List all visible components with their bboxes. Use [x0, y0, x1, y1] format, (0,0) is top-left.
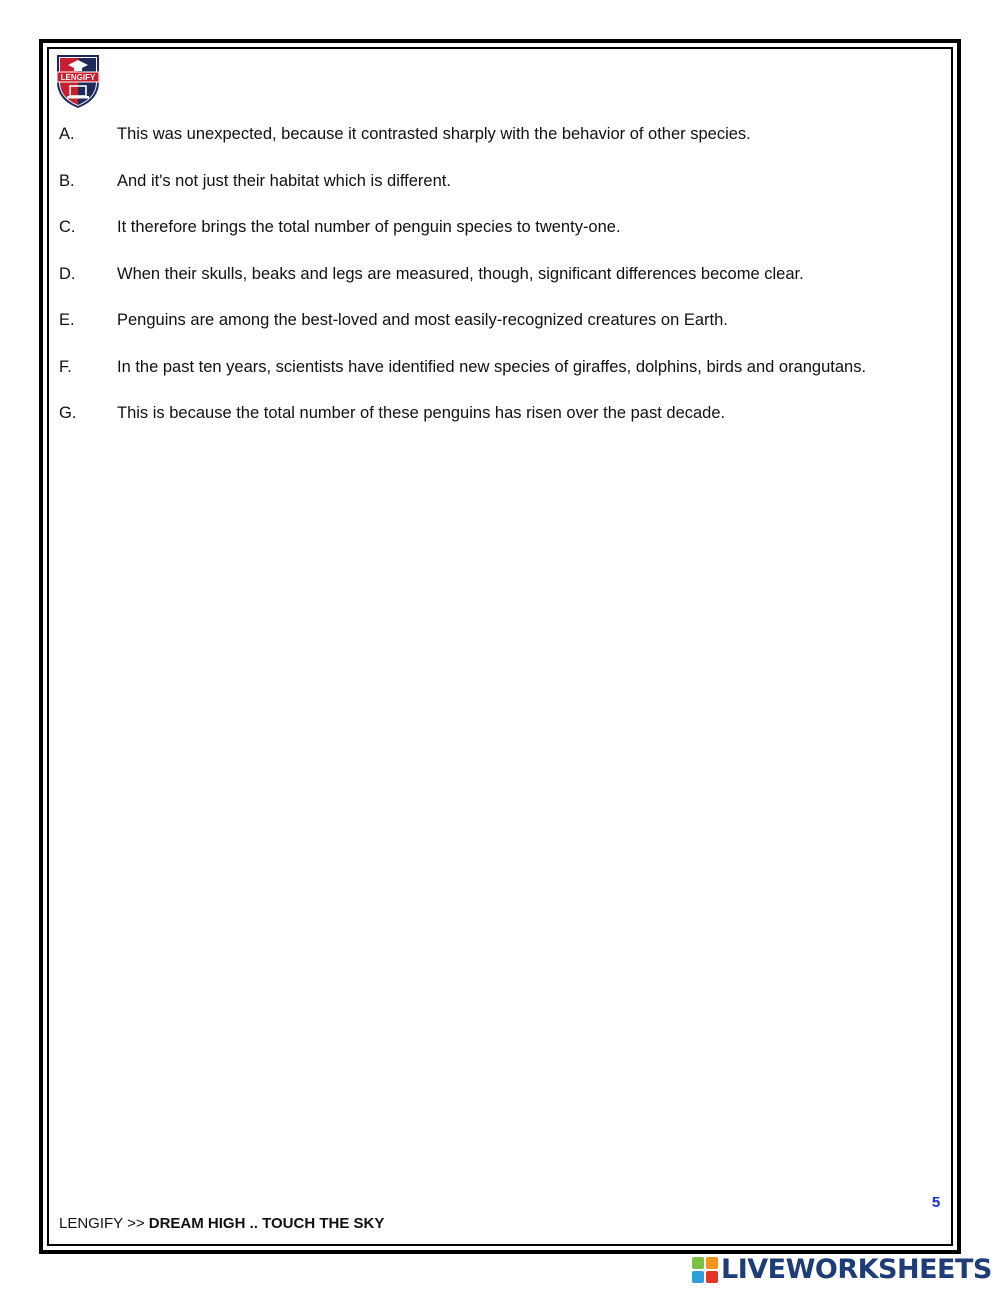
option-letter: F. [59, 357, 72, 376]
answer-options-list [59, 122, 949, 448]
option-a [59, 122, 949, 169]
option-text: This was unexpected, because it contrasted sharply with the behavior of other species. [117, 125, 751, 143]
option-text: In the past ten years, scientists have identified new species of giraffes, dolphins, birds and orangutans. [117, 357, 867, 376]
option-e [59, 308, 949, 355]
option-letter: C. [59, 218, 76, 236]
lengify-logo [54, 52, 102, 108]
option-letter: E. [59, 311, 75, 329]
option-letter: G. [59, 404, 77, 422]
option-text: Penguins are among the best-loved and most easily-recognized creatures on Earth. [117, 311, 728, 329]
liveworksheets-watermark [692, 1256, 992, 1284]
watermark-text: LIVEWORKSHEETS [721, 1254, 992, 1285]
option-text: This is because the total number of these penguins has risen over the past decade. [117, 404, 726, 422]
option-text: It therefore brings the total number of penguin species to twenty-one. [117, 218, 621, 236]
liveworksheets-blocks-icon [692, 1257, 718, 1283]
option-letter: A. [59, 125, 75, 143]
footer-brand: LENGIFY >> [59, 1215, 149, 1232]
option-letter: B. [59, 171, 75, 190]
option-g [59, 401, 949, 448]
logo-text: LENGIFY [60, 73, 96, 82]
footer [59, 1215, 384, 1232]
footer-motto: DREAM HIGH .. TOUCH THE SKY [148, 1215, 385, 1232]
option-b [59, 169, 949, 216]
option-d [59, 262, 949, 309]
page-number: 5 [931, 1194, 941, 1211]
option-letter: D. [59, 264, 76, 283]
option-f [59, 355, 949, 402]
option-text: When their skulls, beaks and legs are measured, though, significant differences become clear. [117, 264, 804, 283]
option-c [59, 215, 949, 262]
option-text: And it's not just their habitat which is different. [117, 171, 451, 190]
